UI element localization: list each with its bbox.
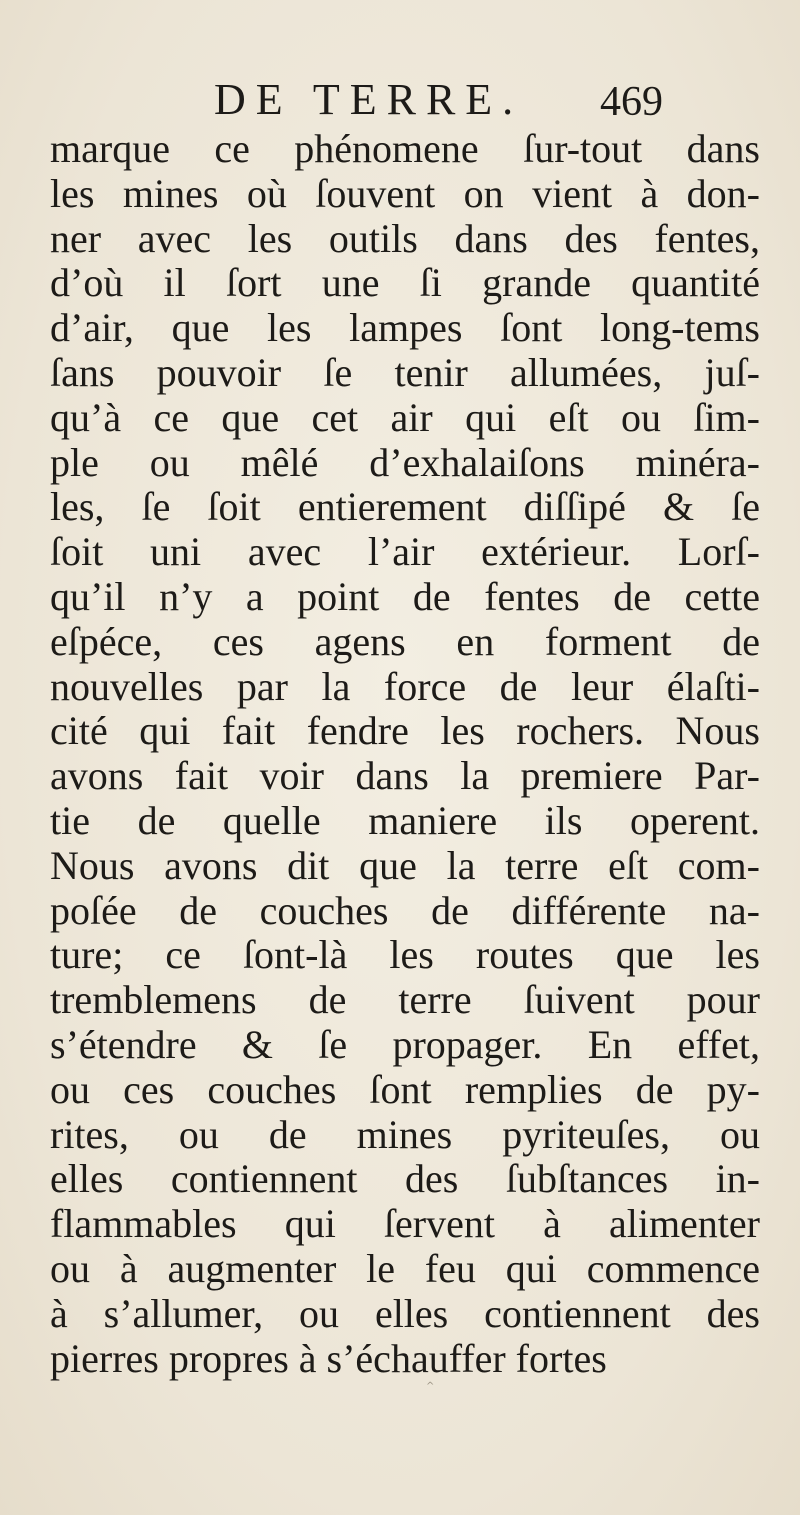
- text-line: tremblemens de terre ſuivent pour: [50, 977, 760, 1023]
- text-line: à s’allumer, ou elles contiennent des: [50, 1290, 760, 1336]
- text-line: ou ces couches ſont remplies de py-: [50, 1066, 760, 1112]
- text-line: rites, ou de mines pyriteuſes, ou: [50, 1111, 760, 1157]
- text-line: d’air, que les lampes ſont long-tems: [50, 305, 760, 351]
- text-line: cité qui fait fendre les rochers. Nous: [50, 708, 760, 754]
- text-line: pierres propres à s’échauffer fortes: [50, 1335, 607, 1381]
- running-head: [0, 70, 800, 130]
- text-line: ſans pouvoir ſe tenir allumées, juſ-: [50, 349, 760, 395]
- text-line: d’où il ſort une ſi grande quantité: [50, 260, 760, 306]
- text-line: avons fait voir dans la premiere Par-: [50, 753, 760, 799]
- page-number: 469: [600, 79, 663, 125]
- text-line: qu’à ce que cet air qui eſt ou ſim-: [50, 394, 760, 440]
- text-line: ture; ce ſont-là les routes que les: [50, 932, 760, 978]
- text-line: Nous avons dit que la terre eſt com-: [50, 842, 760, 888]
- body-text: [50, 127, 760, 1381]
- text-line: les, ſe ſoit entierement diſſipé & ſe: [50, 484, 760, 530]
- text-line: marque ce phénomene ſur-tout dans: [50, 126, 760, 171]
- text-line: les mines où ſouvent on vient à don-: [50, 170, 760, 216]
- text-line: poſée de couches de différente na-: [50, 887, 760, 933]
- text-line: ple ou mêlé d’exhalaiſons minéra-: [50, 439, 760, 485]
- ink-speck: ^: [426, 1381, 435, 1392]
- text-line: tie de quelle maniere ils operent.: [50, 797, 760, 843]
- text-line: nouvelles par la force de leur élaſti-: [50, 663, 760, 709]
- text-line: flammables qui ſervent à alimenter: [50, 1201, 760, 1247]
- text-line: ner avec les outils dans des fentes,: [50, 215, 760, 261]
- text-line: s’étendre & ſe propager. En effet,: [50, 1021, 760, 1067]
- text-line: ſoit uni avec l’air extérieur. Lorſ-: [50, 529, 760, 575]
- running-head-title: DE TERRE.: [214, 75, 524, 124]
- text-line: elles contiennent des ſubſtances in-: [50, 1156, 760, 1202]
- text-line: qu’il n’y a point de fentes de cette: [50, 573, 760, 619]
- text-line: eſpéce, ces agens en forment de: [50, 618, 760, 664]
- text-line: ou à augmenter le feu qui commence: [50, 1245, 760, 1291]
